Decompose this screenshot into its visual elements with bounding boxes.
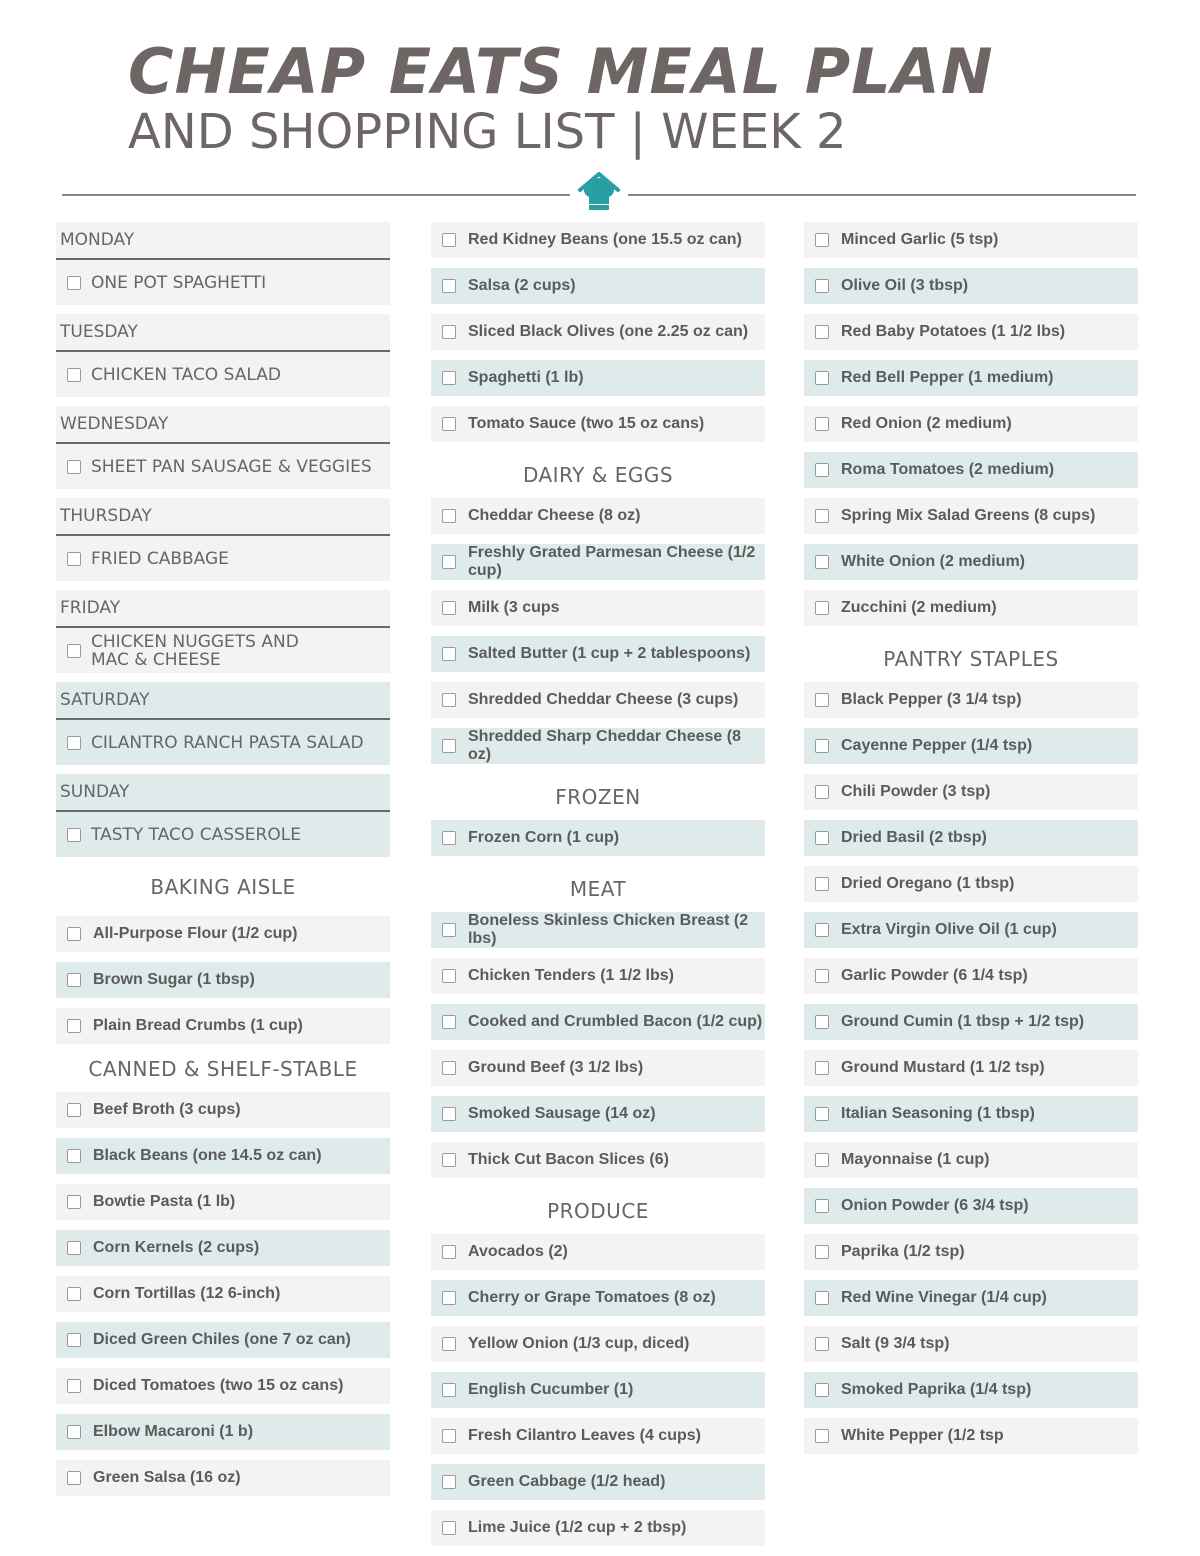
meal-label: CILANTRO RANCH PASTA SALAD [91, 732, 364, 753]
checkbox[interactable] [815, 555, 829, 569]
item-label: Green Cabbage (1/2 head) [468, 1473, 666, 1490]
checkbox[interactable] [67, 276, 81, 290]
checkbox[interactable] [442, 1521, 456, 1535]
item-label: Fresh Cilantro Leaves (4 cups) [468, 1427, 701, 1444]
shopping-list-item[interactable] [431, 1050, 765, 1086]
shopping-list-item[interactable] [804, 452, 1138, 488]
shopping-list-item[interactable] [56, 1138, 390, 1174]
item-label: Cayenne Pepper (1/4 tsp) [841, 737, 1033, 754]
meal-label: CHICKEN TACO SALAD [91, 364, 281, 385]
checkbox[interactable] [442, 233, 456, 247]
meal-label: FRIED CABBAGE [91, 548, 229, 569]
day-heading: WEDNESDAY [56, 406, 390, 444]
day-heading: FRIDAY [56, 590, 390, 628]
shopping-list-item[interactable] [431, 636, 765, 672]
shopping-list-item[interactable] [431, 360, 765, 396]
meal-label: CHICKEN NUGGETS AND MAC & CHEESE [91, 631, 299, 670]
item-label: Garlic Powder (6 1/4 tsp) [841, 967, 1028, 984]
shopping-list-item[interactable] [804, 498, 1138, 534]
shopping-list-item[interactable] [804, 406, 1138, 442]
shopping-list-item[interactable] [431, 1096, 765, 1132]
item-label: Diced Tomatoes (two 15 oz cans) [93, 1377, 344, 1394]
item-label: Corn Tortillas (12 6-inch) [93, 1285, 281, 1302]
item-label: Beef Broth (3 cups) [93, 1101, 241, 1118]
section-heading-frozen: FROZEN [555, 785, 641, 809]
meal-item[interactable] [56, 260, 390, 305]
item-label: Thick Cut Bacon Slices (6) [468, 1151, 669, 1168]
item-label: Sliced Black Olives (one 2.25 oz can) [468, 323, 749, 340]
item-label: Dried Oregano (1 tbsp) [841, 875, 1015, 892]
item-label: Black Beans (one 14.5 oz can) [93, 1147, 322, 1164]
shopping-list-item[interactable] [431, 314, 765, 350]
item-label: Italian Seasoning (1 tbsp) [841, 1105, 1035, 1122]
shopping-list-item[interactable] [804, 1188, 1138, 1224]
item-label: Ground Cumin (1 tbsp + 1/2 tsp) [841, 1013, 1085, 1030]
item-label: Red Onion (2 medium) [841, 415, 1012, 432]
shopping-list-item[interactable] [431, 1234, 765, 1270]
meal-item[interactable] [56, 720, 390, 765]
item-label: Red Baby Potatoes (1 1/2 lbs) [841, 323, 1066, 340]
item-label: Onion Powder (6 3/4 tsp) [841, 1197, 1029, 1214]
shopping-list-item[interactable] [431, 728, 765, 764]
shopping-list-item[interactable] [804, 1142, 1138, 1178]
shopping-list-item[interactable] [804, 590, 1138, 626]
meal-item[interactable] [56, 628, 390, 673]
checkbox[interactable] [442, 1475, 456, 1489]
shopping-list-item[interactable] [804, 1372, 1138, 1408]
shopping-list-item[interactable] [804, 1096, 1138, 1132]
checkbox[interactable] [442, 417, 456, 431]
shopping-list-item[interactable] [431, 1004, 765, 1040]
shopping-list-item[interactable] [431, 222, 765, 258]
shopping-list-item[interactable] [56, 1184, 390, 1220]
item-label: Red Kidney Beans (one 15.5 oz can) [468, 231, 742, 248]
checkbox[interactable] [67, 828, 81, 842]
item-label: Yellow Onion (1/3 cup, diced) [468, 1335, 690, 1352]
shopping-list-item[interactable] [431, 498, 765, 534]
shopping-list-item[interactable] [804, 682, 1138, 718]
meal-label: SHEET PAN SAUSAGE & VEGGIES [91, 456, 372, 477]
shopping-list-item[interactable] [804, 360, 1138, 396]
checkbox[interactable] [815, 601, 829, 615]
shopping-list-item[interactable] [431, 682, 765, 718]
day-heading: SUNDAY [56, 774, 390, 812]
section-heading-meat: MEAT [569, 877, 627, 901]
item-label: Frozen Corn (1 cup) [468, 829, 620, 846]
checkbox[interactable] [815, 1245, 829, 1259]
checkbox[interactable] [67, 1195, 81, 1209]
checkbox[interactable] [442, 1245, 456, 1259]
item-label: Brown Sugar (1 tbsp) [93, 971, 255, 988]
checkbox[interactable] [815, 463, 829, 477]
shopping-list-item[interactable] [804, 1234, 1138, 1270]
checkbox[interactable] [815, 371, 829, 385]
checkbox[interactable] [442, 509, 456, 523]
item-label: Corn Kernels (2 cups) [93, 1239, 260, 1256]
checkbox[interactable] [67, 1241, 81, 1255]
checkbox[interactable] [815, 877, 829, 891]
shopping-list-item[interactable] [431, 1326, 765, 1362]
checkbox[interactable] [442, 1291, 456, 1305]
section-heading-produce: PRODUCE [547, 1199, 649, 1223]
checkbox[interactable] [815, 785, 829, 799]
meal-item[interactable] [56, 444, 390, 489]
checkbox[interactable] [815, 1291, 829, 1305]
item-label: Ground Beef (3 1/2 lbs) [468, 1059, 644, 1076]
shopping-list-item[interactable] [431, 1280, 765, 1316]
shopping-list-item[interactable] [431, 958, 765, 994]
shopping-list-item[interactable] [804, 222, 1138, 258]
checkbox[interactable] [442, 1337, 456, 1351]
checkbox[interactable] [815, 509, 829, 523]
item-label: Olive Oil (3 tbsp) [841, 277, 969, 294]
shopping-list-item[interactable] [431, 544, 765, 580]
checkbox[interactable] [815, 233, 829, 247]
item-label: English Cucumber (1) [468, 1381, 634, 1398]
item-label: Black Pepper (3 1/4 tsp) [841, 691, 1022, 708]
checkbox[interactable] [442, 647, 456, 661]
section-heading-dairy: DAIRY & EGGS [522, 463, 674, 487]
day-heading: SATURDAY [56, 682, 390, 720]
shopping-list-item[interactable] [804, 314, 1138, 350]
item-label: Mayonnaise (1 cup) [841, 1151, 990, 1168]
checkbox[interactable] [67, 973, 81, 987]
item-label: Zucchini (2 medium) [841, 599, 997, 616]
item-label: Avocados (2) [468, 1243, 568, 1260]
shopping-list-item[interactable] [56, 1276, 390, 1312]
checkbox[interactable] [442, 1153, 456, 1167]
shopping-list-item[interactable] [804, 774, 1138, 810]
item-label: Salted Butter (1 cup + 2 tablespoons) [468, 645, 751, 662]
checkbox[interactable] [442, 1383, 456, 1397]
item-label: Freshly Grated Parmesan Cheese (1/2 cup) [468, 544, 756, 579]
shopping-list-item[interactable] [804, 728, 1138, 764]
checkbox[interactable] [442, 1015, 456, 1029]
item-label: Red Bell Pepper (1 medium) [841, 369, 1054, 386]
section-heading-pantry: PANTRY STAPLES [883, 647, 1059, 671]
checkbox[interactable] [442, 555, 456, 569]
checkbox[interactable] [67, 927, 81, 941]
item-label: Smoked Sausage (14 oz) [468, 1105, 656, 1122]
item-label: White Pepper (1/2 tsp [841, 1427, 1004, 1444]
item-label: Shredded Cheddar Cheese (3 cups) [468, 691, 739, 708]
meal-plan-column [56, 222, 390, 1506]
item-label: Shredded Sharp Cheddar Cheese (8 oz) [468, 728, 741, 763]
checkbox[interactable] [67, 1425, 81, 1439]
shopping-list-item[interactable] [56, 1322, 390, 1358]
page-subtitle: AND SHOPPING LIST | WEEK 2 [128, 104, 847, 160]
checkbox[interactable] [442, 693, 456, 707]
checkbox[interactable] [67, 1019, 81, 1033]
shopping-list-item[interactable] [56, 1414, 390, 1450]
checkbox[interactable] [815, 325, 829, 339]
checkbox[interactable] [815, 1153, 829, 1167]
item-label: Chicken Tenders (1 1/2 lbs) [468, 967, 674, 984]
shopping-list-item[interactable] [804, 820, 1138, 856]
divider-right [628, 194, 1136, 196]
item-label: Ground Mustard (1 1/2 tsp) [841, 1059, 1045, 1076]
shopping-list-item[interactable] [431, 1142, 765, 1178]
checkbox[interactable] [442, 969, 456, 983]
day-heading: TUESDAY [56, 314, 390, 352]
item-label: Cooked and Crumbled Bacon (1/2 cup) [468, 1013, 763, 1030]
shopping-list-item[interactable] [431, 1510, 765, 1546]
section-heading-canned: CANNED & SHELF-STABLE [88, 1057, 358, 1081]
item-label: Chili Powder (3 tsp) [841, 783, 991, 800]
shopping-list-item[interactable] [56, 916, 390, 952]
item-label: Diced Green Chiles (one 7 oz can) [93, 1331, 351, 1348]
house-chef-hat-icon [576, 170, 622, 214]
item-label: Salsa (2 cups) [468, 277, 576, 294]
checkbox[interactable] [67, 736, 81, 750]
shopping-list-item[interactable] [431, 590, 765, 626]
item-label: Smoked Paprika (1/4 tsp) [841, 1381, 1032, 1398]
checkbox[interactable] [442, 923, 456, 937]
page-title: CHEAP EATS MEAL PLAN [128, 35, 994, 108]
item-label: White Onion (2 medium) [841, 553, 1025, 570]
shopping-list-item[interactable] [56, 1008, 390, 1044]
shopping-list-item[interactable] [56, 1092, 390, 1128]
item-label: Lime Juice (1/2 cup + 2 tbsp) [468, 1519, 687, 1536]
meal-label: ONE POT SPAGHETTI [91, 272, 267, 293]
checkbox[interactable] [815, 1383, 829, 1397]
shopping-list-item[interactable] [804, 958, 1138, 994]
checkbox[interactable] [442, 1429, 456, 1443]
shopping-list-item[interactable] [56, 1368, 390, 1404]
shopping-list-item[interactable] [804, 1004, 1138, 1040]
shopping-column-3 [804, 222, 1138, 1464]
checkbox[interactable] [67, 1103, 81, 1117]
item-label: Boneless Skinless Chicken Breast (2 lbs) [468, 912, 749, 947]
shopping-list-item[interactable] [56, 962, 390, 998]
shopping-list-item[interactable] [804, 1326, 1138, 1362]
item-label: Cheddar Cheese (8 oz) [468, 507, 641, 524]
checkbox[interactable] [67, 1149, 81, 1163]
item-label: Plain Bread Crumbs (1 cup) [93, 1017, 303, 1034]
checkbox[interactable] [442, 831, 456, 845]
item-label: Dried Basil (2 tbsp) [841, 829, 987, 846]
checkbox[interactable] [442, 325, 456, 339]
shopping-list-item[interactable] [431, 406, 765, 442]
shopping-list-item[interactable] [804, 268, 1138, 304]
shopping-list-item[interactable] [804, 1050, 1138, 1086]
shopping-column-2 [431, 222, 765, 1556]
shopping-list-item[interactable] [431, 1372, 765, 1408]
checkbox[interactable] [67, 460, 81, 474]
item-label: Tomato Sauce (two 15 oz cans) [468, 415, 705, 432]
shopping-list-item[interactable] [804, 866, 1138, 902]
checkbox[interactable] [67, 552, 81, 566]
item-label: Roma Tomatoes (2 medium) [841, 461, 1055, 478]
day-heading: THURSDAY [56, 498, 390, 536]
item-label: Spring Mix Salad Greens (8 cups) [841, 507, 1096, 524]
item-label: Paprika (1/2 tsp) [841, 1243, 965, 1260]
checkbox[interactable] [67, 644, 81, 658]
shopping-list-item[interactable] [431, 912, 765, 948]
checkbox[interactable] [67, 1333, 81, 1347]
item-label: Bowtie Pasta (1 lb) [93, 1193, 236, 1210]
checkbox[interactable] [815, 969, 829, 983]
shopping-list-item[interactable] [804, 912, 1138, 948]
checkbox[interactable] [67, 368, 81, 382]
checkbox[interactable] [815, 417, 829, 431]
checkbox[interactable] [67, 1471, 81, 1485]
checkbox[interactable] [67, 1287, 81, 1301]
checkbox[interactable] [442, 371, 456, 385]
checkbox[interactable] [815, 831, 829, 845]
item-label: Milk (3 cups [468, 599, 560, 616]
meal-label: TASTY TACO CASSEROLE [91, 824, 301, 845]
item-label: Spaghetti (1 lb) [468, 369, 584, 386]
item-label: Elbow Macaroni (1 b) [93, 1423, 254, 1440]
checkbox[interactable] [815, 693, 829, 707]
checkbox[interactable] [442, 601, 456, 615]
checkbox[interactable] [815, 1199, 829, 1213]
item-label: Red Wine Vinegar (1/4 cup) [841, 1289, 1047, 1306]
item-label: Minced Garlic (5 tsp) [841, 231, 999, 248]
meal-item[interactable] [56, 812, 390, 857]
checkbox[interactable] [815, 1429, 829, 1443]
shopping-list-item[interactable] [431, 1418, 765, 1454]
meal-item[interactable] [56, 352, 390, 397]
checkbox[interactable] [442, 739, 456, 753]
checkbox[interactable] [815, 1107, 829, 1121]
checkbox[interactable] [815, 1015, 829, 1029]
item-label: Cherry or Grape Tomatoes (8 oz) [468, 1289, 716, 1306]
checkbox[interactable] [815, 1337, 829, 1351]
shopping-list-item[interactable] [56, 1460, 390, 1496]
checkbox[interactable] [442, 1107, 456, 1121]
section-heading-baking: BAKING AISLE [150, 875, 296, 899]
shopping-list-item[interactable] [804, 1418, 1138, 1454]
shopping-list-item[interactable] [431, 820, 765, 856]
divider-left [62, 194, 570, 196]
shopping-list-item[interactable] [431, 268, 765, 304]
shopping-list-item[interactable] [804, 1280, 1138, 1316]
item-label: Extra Virgin Olive Oil (1 cup) [841, 921, 1057, 938]
item-label: Salt (9 3/4 tsp) [841, 1335, 950, 1352]
checkbox[interactable] [442, 1061, 456, 1075]
checkbox[interactable] [815, 279, 829, 293]
shopping-list-item[interactable] [431, 1464, 765, 1500]
checkbox[interactable] [815, 739, 829, 753]
checkbox[interactable] [67, 1379, 81, 1393]
shopping-list-item[interactable] [804, 544, 1138, 580]
checkbox[interactable] [815, 923, 829, 937]
day-heading: MONDAY [56, 222, 390, 260]
item-label: Green Salsa (16 oz) [93, 1469, 241, 1486]
checkbox[interactable] [442, 279, 456, 293]
shopping-list-item[interactable] [56, 1230, 390, 1266]
meal-item[interactable] [56, 536, 390, 581]
checkbox[interactable] [815, 1061, 829, 1075]
item-label: All-Purpose Flour (1/2 cup) [93, 925, 298, 942]
